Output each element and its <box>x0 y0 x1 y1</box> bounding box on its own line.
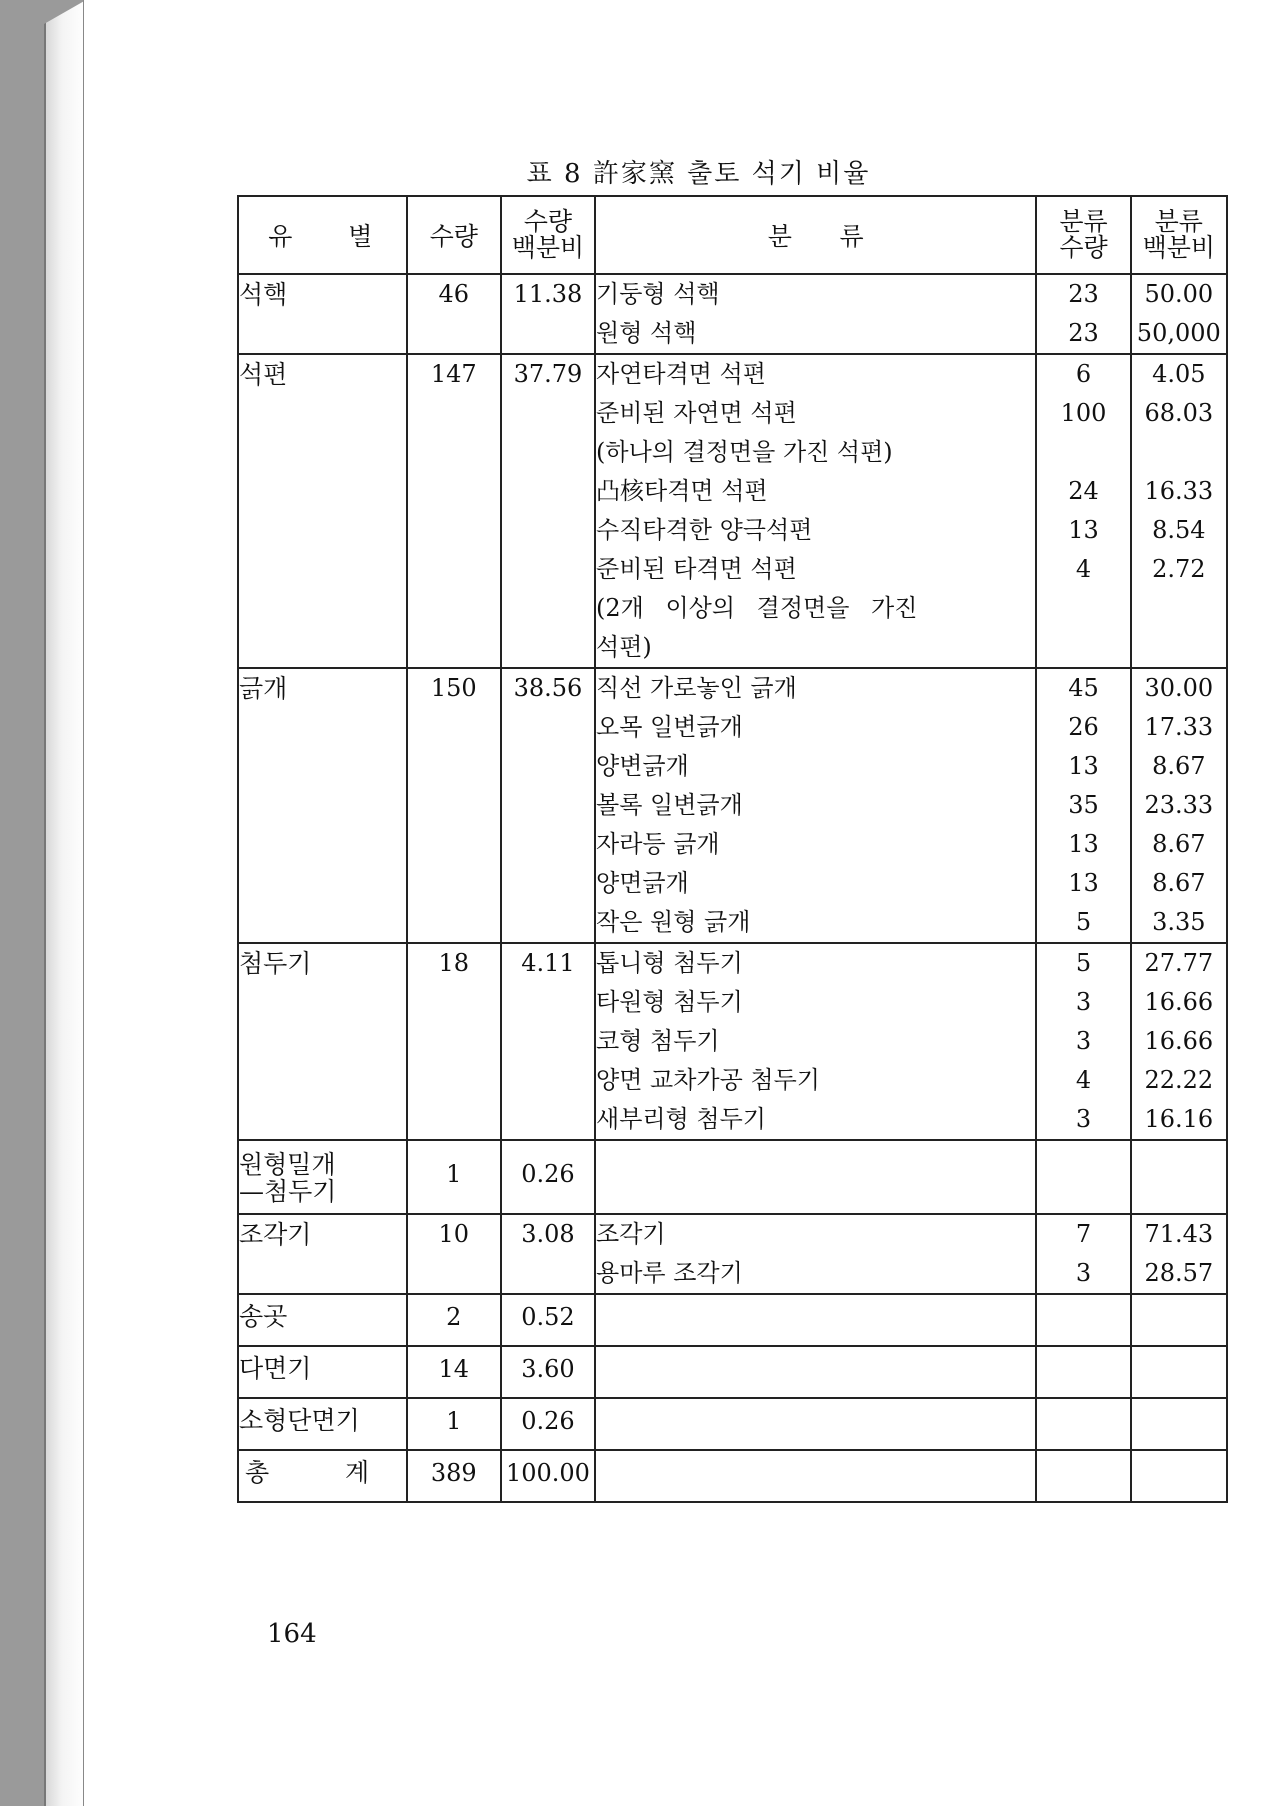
table-row <box>238 354 1227 668</box>
class-quantity-value: 5 <box>1075 908 1092 936</box>
class-percent-cell <box>1131 274 1227 354</box>
classification-item: 준비된 타격면 석편 <box>596 555 797 583</box>
class-percent-cell <box>1131 943 1227 1140</box>
quantity-value: 46 <box>438 280 470 308</box>
classification-item: 凸核타격면 석편 <box>596 477 768 505</box>
classification-item: 톱니형 첨두기 <box>596 949 743 977</box>
class-percent-value: 50.00 <box>1144 280 1214 308</box>
table-row <box>238 943 1227 1140</box>
class-percent-value: 27.77 <box>1144 949 1214 977</box>
class-quantity-value: 35 <box>1068 791 1099 819</box>
type-label: 총 계 <box>245 1458 390 1487</box>
type-cell <box>238 1346 407 1398</box>
class-quantity-cell <box>1036 668 1130 943</box>
type-cell <box>238 354 407 668</box>
table-row <box>238 668 1227 943</box>
class-percent-value: 8.54 <box>1152 516 1206 544</box>
class-quantity-value: 13 <box>1068 752 1099 780</box>
classification-item: 용마루 조각기 <box>596 1259 743 1287</box>
type-cell <box>238 1294 407 1346</box>
quantity-value: 10 <box>438 1220 470 1248</box>
class-percent-cell <box>1131 1450 1227 1502</box>
class-quantity-value <box>1037 433 1129 472</box>
class-quantity-value: 13 <box>1068 830 1099 858</box>
percent-cell <box>501 1398 595 1450</box>
quantity-value: 1 <box>446 1160 462 1188</box>
class-quantity-value: 24 <box>1068 477 1099 505</box>
table-row <box>238 1346 1227 1398</box>
type-cell <box>238 1140 407 1214</box>
percent-cell <box>501 354 595 668</box>
class-quantity-value: 3 <box>1075 988 1092 1016</box>
classification-item: 새부리형 첨두기 <box>596 1105 766 1133</box>
quantity-cell <box>407 1450 501 1502</box>
type-label-line: —첨두기 <box>239 1177 337 1206</box>
classification-item: 코형 첨두기 <box>596 1027 720 1055</box>
type-cell <box>238 1214 407 1294</box>
quantity-cell <box>407 1398 501 1450</box>
header-pct: 수량 백분비 <box>501 196 595 274</box>
header-row <box>238 196 1227 274</box>
percent-value: 3.60 <box>521 1355 575 1383</box>
class-quantity-cell <box>1036 1294 1130 1346</box>
type-label: 석핵 <box>239 280 288 309</box>
header-class-pct: 분류 백분비 <box>1131 196 1227 274</box>
class-percent-value: 28.57 <box>1144 1259 1214 1287</box>
quantity-value: 14 <box>438 1355 470 1383</box>
classification-cell <box>595 1450 1036 1502</box>
table-row <box>238 1398 1227 1450</box>
classification-item: 볼록 일변긁개 <box>596 791 743 819</box>
class-quantity-value: 3 <box>1075 1027 1092 1055</box>
class-quantity-value: 3 <box>1075 1105 1092 1133</box>
class-percent-value: 8.67 <box>1152 830 1206 858</box>
class-quantity-value: 4 <box>1075 555 1092 583</box>
class-quantity-value: 100 <box>1060 399 1107 427</box>
quantity-cell <box>407 1214 501 1294</box>
class-quantity-value: 45 <box>1068 674 1099 702</box>
quantity-cell <box>407 354 501 668</box>
classification-item: 원형 석핵 <box>596 319 697 347</box>
class-percent-value <box>1132 589 1226 628</box>
class-percent-value: 30.00 <box>1144 674 1214 702</box>
book-page <box>84 0 1283 1806</box>
stone-tool-ratio-table <box>237 195 1228 1503</box>
percent-value: 100.00 <box>505 1459 590 1487</box>
page-number: 164 <box>267 1619 317 1649</box>
quantity-value: 150 <box>430 674 477 702</box>
classification-cell <box>595 1140 1036 1214</box>
quantity-cell <box>407 1346 501 1398</box>
class-quantity-value: 7 <box>1075 1220 1092 1248</box>
class-percent-value: 50,000 <box>1136 319 1221 347</box>
quantity-cell <box>407 943 501 1140</box>
class-percent-value <box>1132 628 1226 667</box>
class-quantity-value: 5 <box>1075 949 1092 977</box>
type-label: 송곳 <box>239 1302 288 1331</box>
class-quantity-value: 23 <box>1068 280 1099 308</box>
percent-cell <box>501 1294 595 1346</box>
class-percent-cell <box>1131 668 1227 943</box>
percent-value: 0.52 <box>521 1303 575 1331</box>
class-percent-value: 4.05 <box>1152 360 1206 388</box>
table-title: 표 8 許家窯 출토 석기 비율 <box>526 159 871 189</box>
classification-cell <box>595 1294 1036 1346</box>
classification-item: 오목 일변긁개 <box>596 713 743 741</box>
classification-cell <box>595 354 1036 668</box>
table-row <box>238 1214 1227 1294</box>
header-qty: 수량 <box>407 196 501 274</box>
classification-item: 준비된 자연면 석편 <box>596 399 797 427</box>
class-percent-value: 16.66 <box>1144 988 1214 1016</box>
classification-item: 자연타격면 석편 <box>596 360 766 388</box>
class-quantity-cell <box>1036 1346 1130 1398</box>
class-percent-value: 23.33 <box>1144 791 1214 819</box>
class-quantity-cell <box>1036 1398 1130 1450</box>
class-quantity-value: 23 <box>1068 319 1099 347</box>
classification-item: 타원형 첨두기 <box>596 988 743 1016</box>
type-cell <box>238 943 407 1140</box>
classification-cell <box>595 1346 1036 1398</box>
class-percent-cell <box>1131 1294 1227 1346</box>
type-label: 다면기 <box>239 1354 312 1383</box>
type-label: 석편 <box>239 360 288 389</box>
classification-cell <box>595 1214 1036 1294</box>
percent-value: 0.26 <box>521 1160 575 1188</box>
class-quantity-value: 6 <box>1075 360 1092 388</box>
class-percent-cell <box>1131 1140 1227 1214</box>
percent-value: 4.11 <box>521 949 575 977</box>
type-cell <box>238 1450 407 1502</box>
percent-cell <box>501 274 595 354</box>
classification-item: 기둥형 석핵 <box>596 280 720 308</box>
quantity-value: 2 <box>446 1303 462 1331</box>
table-row <box>238 1450 1227 1502</box>
classification-item: 직선 가로놓인 긁개 <box>596 674 797 702</box>
table-row <box>238 1294 1227 1346</box>
classification-item: (하나의 결정면을 가진 석편) <box>596 438 893 466</box>
class-quantity-value: 13 <box>1068 516 1099 544</box>
type-label: 소형단면기 <box>239 1406 360 1435</box>
class-percent-cell <box>1131 1346 1227 1398</box>
class-percent-value: 2.72 <box>1152 555 1206 583</box>
percent-value: 37.79 <box>513 360 583 388</box>
class-percent-value: 16.16 <box>1144 1105 1214 1133</box>
quantity-value: 389 <box>430 1459 477 1487</box>
class-percent-value: 16.66 <box>1144 1027 1214 1055</box>
class-percent-cell <box>1131 1214 1227 1294</box>
percent-value: 3.08 <box>521 1220 575 1248</box>
table-row <box>238 274 1227 354</box>
table-row <box>238 1140 1227 1214</box>
type-label: 첨두기 <box>239 949 312 978</box>
class-percent-value: 17.33 <box>1144 713 1214 741</box>
classification-item: 작은 원형 긁개 <box>596 908 751 936</box>
header-classification: 분 류 <box>595 196 1036 274</box>
header-class-qty: 분류 수량 <box>1036 196 1130 274</box>
classification-cell <box>595 943 1036 1140</box>
percent-cell <box>501 668 595 943</box>
percent-value: 0.26 <box>521 1407 575 1435</box>
class-percent-value: 8.67 <box>1152 869 1206 897</box>
class-percent-value: 68.03 <box>1144 399 1214 427</box>
type-label: 긁개 <box>239 674 288 703</box>
type-cell <box>238 1398 407 1450</box>
class-percent-value: 3.35 <box>1152 908 1206 936</box>
percent-cell <box>501 943 595 1140</box>
classification-cell <box>595 274 1036 354</box>
quantity-cell <box>407 668 501 943</box>
classification-cell <box>595 1398 1036 1450</box>
classification-item: 자라등 긁개 <box>596 830 720 858</box>
class-quantity-cell <box>1036 943 1130 1140</box>
quantity-cell <box>407 1294 501 1346</box>
book-spine-edge <box>44 0 86 1806</box>
class-quantity-cell <box>1036 1450 1130 1502</box>
quantity-value: 147 <box>430 360 477 388</box>
class-quantity-cell <box>1036 1140 1130 1214</box>
quantity-value: 1 <box>446 1407 462 1435</box>
class-quantity-cell <box>1036 354 1130 668</box>
type-label-line: 원형밀개 <box>239 1150 336 1179</box>
classification-item: 양변긁개 <box>596 752 689 780</box>
quantity-value: 18 <box>438 949 470 977</box>
class-quantity-value <box>1037 628 1129 667</box>
class-quantity-cell <box>1036 1214 1130 1294</box>
class-percent-cell <box>1131 354 1227 668</box>
class-quantity-value <box>1037 589 1129 628</box>
percent-cell <box>501 1214 595 1294</box>
class-percent-value: 8.67 <box>1152 752 1206 780</box>
type-cell <box>238 274 407 354</box>
class-percent-value <box>1132 433 1226 472</box>
class-quantity-cell <box>1036 274 1130 354</box>
quantity-cell <box>407 274 501 354</box>
classification-item: 수직타격한 양극석편 <box>596 516 813 544</box>
percent-value: 38.56 <box>513 674 583 702</box>
class-quantity-value: 26 <box>1068 713 1099 741</box>
classification-item: 양면 교차가공 첨두기 <box>596 1066 820 1094</box>
type-cell <box>238 668 407 943</box>
class-quantity-value: 13 <box>1068 869 1099 897</box>
class-percent-value: 71.43 <box>1144 1220 1214 1248</box>
classification-item: (2개 이상의 결정면을 가진 <box>596 594 918 622</box>
percent-cell <box>501 1346 595 1398</box>
type-label: 조각기 <box>239 1220 312 1249</box>
quantity-cell <box>407 1140 501 1214</box>
class-quantity-value: 4 <box>1075 1066 1092 1094</box>
class-percent-value: 22.22 <box>1144 1066 1214 1094</box>
classification-cell <box>595 668 1036 943</box>
class-percent-value: 16.33 <box>1144 477 1214 505</box>
classification-item: 양면긁개 <box>596 869 689 897</box>
class-percent-cell <box>1131 1398 1227 1450</box>
percent-cell <box>501 1450 595 1502</box>
header-type: 유 별 <box>238 196 407 274</box>
percent-value: 11.38 <box>513 280 583 308</box>
classification-item: 석편) <box>596 633 652 661</box>
classification-item: 조각기 <box>596 1220 666 1248</box>
class-quantity-value: 3 <box>1075 1259 1092 1287</box>
percent-cell <box>501 1140 595 1214</box>
